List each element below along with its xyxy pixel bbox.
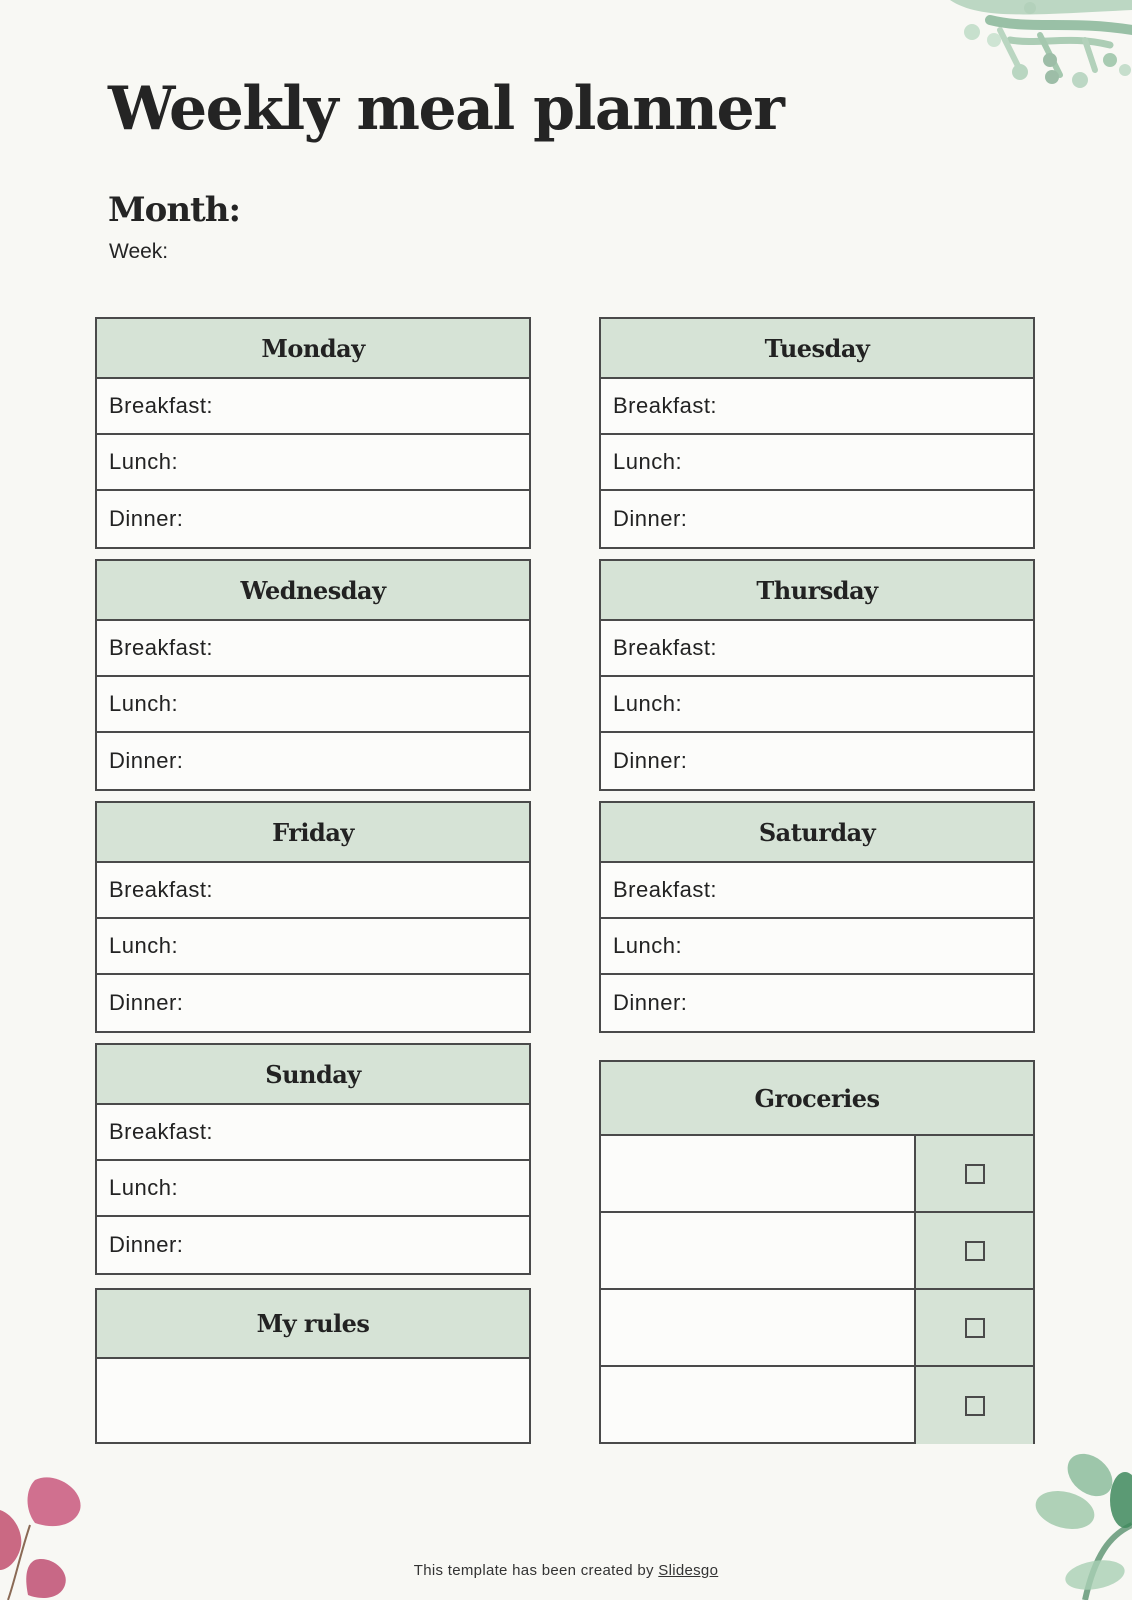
breakfast-field[interactable]: Breakfast: bbox=[97, 1105, 529, 1161]
lunch-field[interactable]: Lunch: bbox=[97, 677, 529, 733]
groceries-block bbox=[599, 1060, 1035, 1444]
dinner-field[interactable]: Dinner: bbox=[109, 506, 184, 531]
grocery-row bbox=[601, 1136, 1033, 1213]
breakfast-field[interactable]: Breakfast: bbox=[97, 379, 529, 435]
dinner-field[interactable]: Dinner: bbox=[613, 506, 688, 531]
grocery-check-cell bbox=[916, 1290, 1033, 1365]
dinner-field[interactable]: Dinner: bbox=[109, 748, 184, 773]
month-label: Month: bbox=[108, 190, 241, 230]
lunch-field[interactable]: Lunch: bbox=[601, 919, 1033, 975]
dinner-field[interactable]: Dinner: bbox=[613, 990, 688, 1015]
day-block-monday bbox=[95, 317, 531, 549]
day-header: Wednesday bbox=[97, 561, 529, 621]
leaf-branch-decoration-top-right bbox=[920, 0, 1132, 95]
day-header: Tuesday bbox=[601, 319, 1033, 379]
lunch-field[interactable]: Lunch: bbox=[601, 677, 1033, 733]
week-label: Week: bbox=[109, 240, 169, 263]
footer-text: This template has been created by bbox=[413, 1562, 659, 1579]
day-header: Monday bbox=[97, 319, 529, 379]
day-header: Saturday bbox=[601, 803, 1033, 863]
day-block-thursday bbox=[599, 559, 1035, 791]
checkbox-icon[interactable] bbox=[965, 1318, 985, 1338]
checkbox-icon[interactable] bbox=[965, 1396, 985, 1416]
day-block-friday bbox=[95, 801, 531, 1033]
lunch-field[interactable]: Lunch: bbox=[97, 1161, 529, 1217]
grocery-item-field[interactable] bbox=[601, 1367, 916, 1444]
day-block-wednesday bbox=[95, 559, 531, 791]
breakfast-field[interactable]: Breakfast: bbox=[97, 621, 529, 677]
checkbox-icon[interactable] bbox=[965, 1164, 985, 1184]
day-block-tuesday bbox=[599, 317, 1035, 549]
breakfast-field[interactable]: Breakfast: bbox=[97, 863, 529, 919]
grocery-check-cell bbox=[916, 1367, 1033, 1444]
day-block-sunday bbox=[95, 1043, 531, 1275]
lunch-field[interactable]: Lunch: bbox=[601, 435, 1033, 491]
flower-decoration-bottom-left bbox=[0, 1465, 90, 1600]
day-header: Friday bbox=[97, 803, 529, 863]
page-title: Weekly meal planner bbox=[108, 74, 784, 144]
grocery-check-cell bbox=[916, 1136, 1033, 1211]
footer-credit bbox=[0, 1562, 1132, 1579]
slidesgo-link[interactable]: Slidesgo bbox=[658, 1562, 719, 1579]
breakfast-field[interactable]: Breakfast: bbox=[601, 621, 1033, 677]
my-rules-field[interactable] bbox=[97, 1359, 529, 1443]
checkbox-icon[interactable] bbox=[965, 1241, 985, 1261]
my-rules-block bbox=[95, 1288, 531, 1444]
dinner-field[interactable]: Dinner: bbox=[613, 748, 688, 773]
grocery-item-field[interactable] bbox=[601, 1290, 916, 1365]
day-header: Sunday bbox=[97, 1045, 529, 1105]
grocery-row bbox=[601, 1290, 1033, 1367]
breakfast-field[interactable]: Breakfast: bbox=[601, 379, 1033, 435]
lunch-field[interactable]: Lunch: bbox=[97, 919, 529, 975]
breakfast-field[interactable]: Breakfast: bbox=[601, 863, 1033, 919]
groceries-header: Groceries bbox=[601, 1062, 1033, 1136]
dinner-field[interactable]: Dinner: bbox=[109, 1232, 184, 1257]
my-rules-header: My rules bbox=[97, 1290, 529, 1359]
day-header: Thursday bbox=[601, 561, 1033, 621]
day-block-saturday bbox=[599, 801, 1035, 1033]
grocery-check-cell bbox=[916, 1213, 1033, 1288]
grocery-row bbox=[601, 1213, 1033, 1290]
grocery-item-field[interactable] bbox=[601, 1213, 916, 1288]
grocery-row bbox=[601, 1367, 1033, 1444]
grocery-item-field[interactable] bbox=[601, 1136, 916, 1211]
lunch-field[interactable]: Lunch: bbox=[97, 435, 529, 491]
dinner-field[interactable]: Dinner: bbox=[109, 990, 184, 1015]
